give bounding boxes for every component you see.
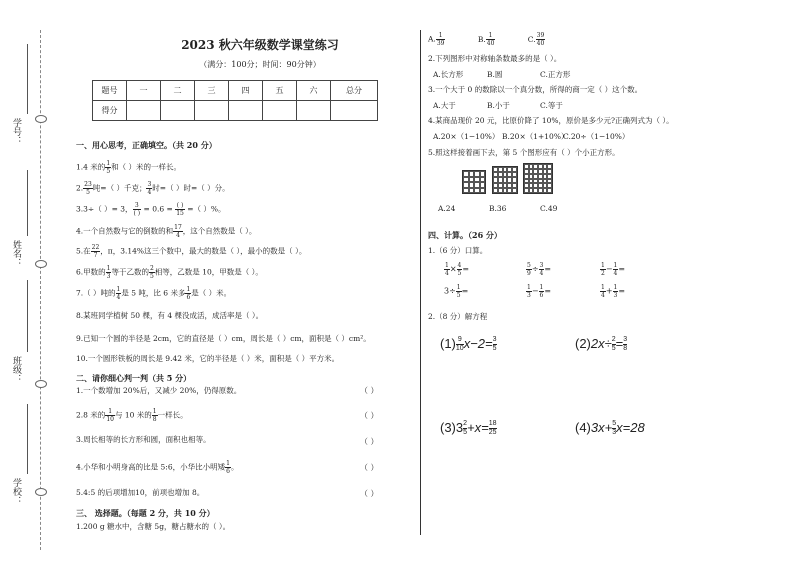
s2-question-5: 5.4:5 的后项增加10，前项也增加 8。 bbox=[76, 488, 205, 497]
square-pattern-figure-1 bbox=[462, 170, 486, 194]
s1-question-4: 4.一个自然数与它的倒数的和 $\frac{17}{4}$ ，这个自然数是（ ）。 bbox=[76, 224, 257, 239]
binding-dashed-line bbox=[40, 30, 41, 550]
fraction: $\frac{22}{7}$ bbox=[91, 244, 100, 259]
class-label: 班级： bbox=[11, 356, 21, 383]
answer-bracket[interactable]: （ ） bbox=[360, 489, 379, 498]
page-title: 2023 秋六年级数学课堂练习 bbox=[181, 38, 339, 52]
s3-question-2: 2.下列图形中对称轴条数最多的是（ ）。 bbox=[428, 54, 562, 63]
score-header-cell: 三 bbox=[195, 81, 229, 101]
fraction: $\frac{39}{40}$ bbox=[536, 32, 545, 47]
score-header-cell: 六 bbox=[297, 81, 331, 101]
s2-question-3: 3.周长相等的长方形和圆，面积也相等。 bbox=[76, 435, 211, 444]
fraction: $\frac{3}{4}$ bbox=[147, 181, 152, 196]
equation-3: (3)3 $\frac{2}{5}$ +x= $\frac{18}{25}$ bbox=[440, 420, 497, 437]
fraction: $\frac{1}{6}$ bbox=[226, 460, 230, 475]
text: 1.4 米的 bbox=[76, 162, 106, 172]
s1-question-5: 5.在 $\frac{22}{7}$ ，π，3.14%这三个数中，最大的数是（ ），最小的数是（ ）。 bbox=[76, 244, 307, 259]
s3-q4-option-c: C.20÷（1−10%） bbox=[563, 132, 630, 141]
section4-heading: 四、计算。（26 分） bbox=[428, 230, 502, 240]
school-line bbox=[27, 404, 28, 474]
fraction: $\frac{17}{4}$ bbox=[174, 224, 182, 239]
s2-question-1: 1.一个数增加 20%后，又减少 20%，仍得原数。 bbox=[76, 386, 242, 395]
section1-heading: 一、用心思考，正确填空。（共 20 分） bbox=[76, 140, 217, 150]
fraction: $\frac{1}{4}$ bbox=[116, 286, 121, 301]
calc-item: $\frac{1}{2}$ − $\frac{1}{4}$ = bbox=[601, 262, 626, 277]
s1-question-2: 2. $\frac{23}{5}$ 吨=（ ）千克； $\frac{3}{4}$ 时=（ ）时=（ ）分。 bbox=[76, 181, 230, 196]
s3-q5-option-a: A.24 bbox=[438, 204, 456, 213]
name-line bbox=[27, 170, 28, 236]
s4-sub1: 1.（6 分）口算。 bbox=[428, 246, 488, 255]
section2-heading: 二、请你细心判一判（共 5 分） bbox=[76, 373, 192, 383]
fraction: $\frac{3}{( )}$ bbox=[133, 202, 141, 217]
s1-question-1: 1.4 米的 $\frac{1}{5}$ 和（ ）米的一样长。 bbox=[76, 160, 182, 175]
score-table-score-row bbox=[93, 101, 378, 121]
fraction: $\frac{23}{5}$ bbox=[84, 181, 92, 196]
score-cell[interactable] bbox=[263, 101, 297, 121]
answer-bracket[interactable]: （ ） bbox=[360, 411, 379, 420]
s2-question-2: 2.8 米的 $\frac{1}{10}$ 与 10 米的 $\frac{1}{8}$ 一样长。 bbox=[76, 408, 188, 423]
s3-question-1: 1.200 g 糖水中，含糖 5g，糖占糖水的（ ）。 bbox=[76, 522, 231, 531]
school-label: 学校： bbox=[11, 478, 21, 505]
s3-q4-option-a: A.20×（1−10%） bbox=[433, 132, 500, 141]
fraction: $\frac{1}{40}$ bbox=[486, 32, 495, 47]
s1-question-3: 3.3÷（ ）= 3， $\frac{3}{( )}$ = 0.6 = $\frac{( )}{15}$ =（ ）%。 bbox=[76, 202, 226, 217]
s3-q5-option-b: B.36 bbox=[489, 204, 507, 213]
score-header-cell: 四 bbox=[229, 81, 263, 101]
binding-hole bbox=[35, 115, 47, 123]
s2-question-4: 4.小华和小明身高的比是 5:6，小华比小明矮 $\frac{1}{6}$ 。 bbox=[76, 460, 239, 475]
s3-q3-option-a: A.大于 bbox=[433, 101, 456, 110]
calc-item: $\frac{5}{9}$ ÷ $\frac{3}{4}$ = bbox=[527, 262, 552, 277]
s3-q4-option-b: B.20×（1+10%） bbox=[502, 132, 569, 141]
column-divider bbox=[420, 30, 421, 535]
s3-question-3: 3.一个大于 0 的数除以一个真分数，所得的商一定（ ）这个数。 bbox=[428, 85, 643, 94]
s3-q2-option-c: C.正方形 bbox=[540, 70, 571, 79]
score-header-cell: 五 bbox=[263, 81, 297, 101]
s3-q2-option-a: A.长方形 bbox=[433, 70, 464, 79]
calc-item: $\frac{1}{3}$ − $\frac{1}{6}$ = bbox=[527, 284, 552, 299]
s3-question-5: 5.照这样接着画下去，第 5 个图形应有（ ）个小正方形。 bbox=[428, 148, 620, 157]
binding-hole bbox=[35, 260, 47, 268]
page-subtitle: （满分：100分；时间：90分钟） bbox=[199, 60, 321, 69]
calc-item: $\frac{1}{4}$ + $\frac{1}{3}$ = bbox=[601, 284, 626, 299]
fraction: $\frac{1}{39}$ bbox=[436, 32, 445, 47]
score-cell[interactable] bbox=[195, 101, 229, 121]
equation-2: (2)2x÷ $\frac{2}{5}$ = $\frac{3}{8}$ bbox=[575, 336, 628, 353]
fraction: $\frac{1}{8}$ bbox=[152, 408, 157, 423]
section3-heading: 三、 选择题。（每题 2 分，共 10 分） bbox=[76, 508, 215, 518]
s1-question-10: 10.一个圆形铁板的周长是 9.42 米，它的半径是（ ）米，面积是（ ）平方米。 bbox=[76, 354, 340, 363]
name-label: 姓名： bbox=[11, 240, 21, 267]
score-cell[interactable] bbox=[331, 101, 378, 121]
square-pattern-figure-3 bbox=[523, 163, 553, 194]
s1-question-6: 6.甲数的 $\frac{1}{3}$ 等于乙数的 $\frac{2}{5}$ 相等，乙数是 10，甲数是（ ）。 bbox=[76, 265, 263, 280]
s3-q1-options: A. $\frac{1}{39}$ B. $\frac{1}{40}$ C. $\frac{39}{40}$ bbox=[428, 32, 545, 47]
score-table bbox=[92, 80, 378, 121]
s1-question-8: 8.某班同学植树 50 棵，有 4 棵没成活，成活率是（ ）。 bbox=[76, 311, 264, 320]
fraction: $\frac{1}{6}$ bbox=[186, 286, 191, 301]
fraction: $\frac{( )}{15}$ bbox=[176, 202, 184, 217]
s3-q2-option-b: B.圆 bbox=[487, 70, 503, 79]
s3-q3-option-b: B.小于 bbox=[487, 101, 510, 110]
calc-item: 3÷ $\frac{1}{5}$ = bbox=[444, 284, 469, 299]
class-line bbox=[27, 280, 28, 352]
score-cell[interactable] bbox=[297, 101, 331, 121]
score-header-cell: 总分 bbox=[331, 81, 378, 101]
binding-hole bbox=[35, 488, 47, 496]
s3-q5-option-c: C.49 bbox=[540, 204, 558, 213]
score-cell[interactable] bbox=[127, 101, 161, 121]
fraction: $\frac{1}{5}$ bbox=[106, 160, 111, 175]
s3-q3-option-c: C.等于 bbox=[540, 101, 563, 110]
fraction: $\frac{1}{10}$ bbox=[106, 408, 114, 423]
score-table-header-row bbox=[93, 81, 378, 101]
equation-4: (4)3x+ $\frac{5}{3}$ x=28 bbox=[575, 420, 645, 437]
score-header-cell: 一 bbox=[127, 81, 161, 101]
score-header-cell: 二 bbox=[161, 81, 195, 101]
s3-question-4: 4.某商品现价 20 元，比原价降了 10%，原价是多少元?正确列式为（ ）。 bbox=[428, 116, 674, 125]
score-cell[interactable] bbox=[229, 101, 263, 121]
score-row-label: 得分 bbox=[93, 101, 127, 121]
binding-hole bbox=[35, 380, 47, 388]
fraction: $\frac{2}{5}$ bbox=[149, 265, 154, 280]
score-cell[interactable] bbox=[161, 101, 195, 121]
s1-question-7: 7.（ ）吨的 $\frac{1}{4}$ 是 5 吨，比 6 米多 $\frac{1}{6}$ 是（ ）米。 bbox=[76, 286, 232, 301]
answer-bracket[interactable]: （ ） bbox=[360, 437, 379, 446]
equation-1: (1) $\frac{9}{10}$ x−2= $\frac{3}{5}$ bbox=[440, 336, 497, 353]
square-pattern-figure-2 bbox=[492, 166, 518, 194]
s4-sub2: 2.（8 分）解方程 bbox=[428, 312, 488, 321]
answer-bracket[interactable]: （ ） bbox=[360, 463, 379, 472]
answer-bracket[interactable]: （ ） bbox=[360, 386, 379, 395]
calc-item: $\frac{1}{4}$ × $\frac{4}{5}$ = bbox=[445, 262, 470, 277]
fraction: $\frac{1}{3}$ bbox=[106, 265, 111, 280]
score-header-cell: 题号 bbox=[93, 81, 127, 101]
s1-question-9: 9.已知一个圆的半径是 2cm，它的直径是（ ）cm，周长是（ ）cm，面积是（ ）cm²。 bbox=[76, 334, 371, 343]
student-id-line bbox=[27, 44, 28, 114]
student-id-label: 学号： bbox=[11, 118, 21, 145]
